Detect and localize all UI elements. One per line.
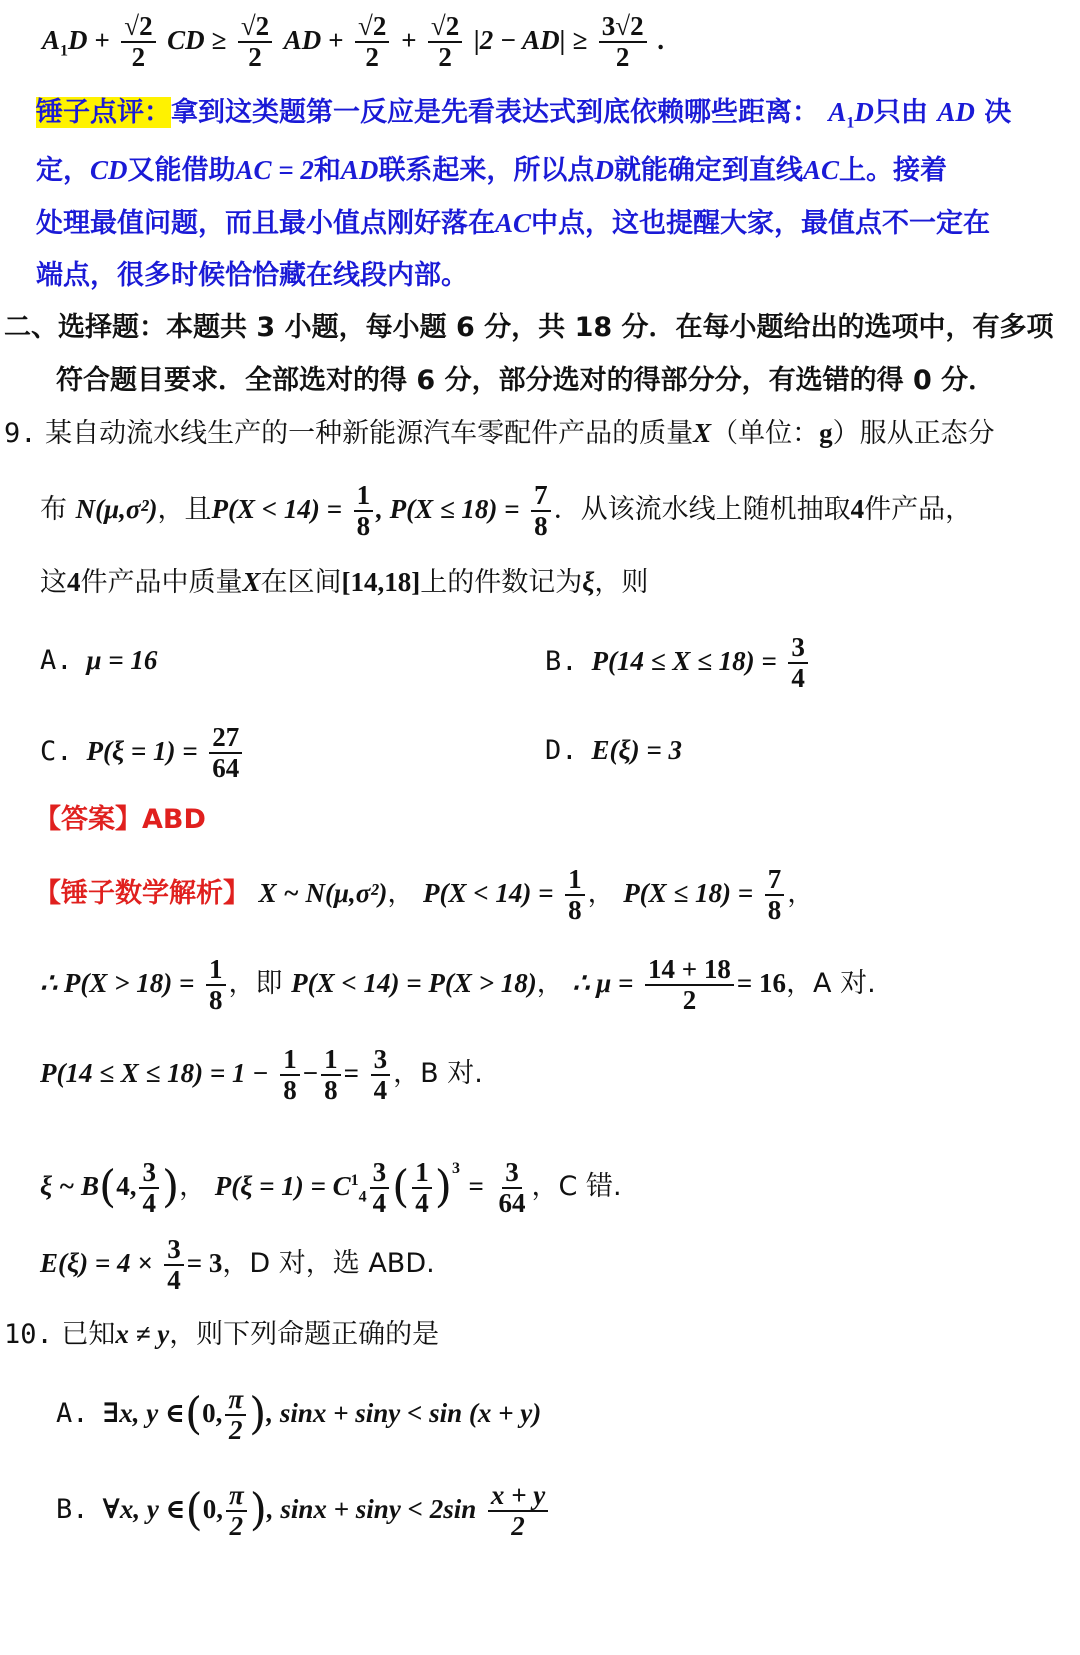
- fraction-numerator: 1: [206, 955, 226, 985]
- q10-option-b[interactable]: [56, 1478, 551, 1542]
- fraction: [225, 1385, 246, 1444]
- fraction-numerator: x + y: [488, 1481, 548, 1511]
- fraction-denominator: 2: [365, 41, 379, 72]
- option-math: E(ξ) = 3: [591, 735, 683, 765]
- question-math: [14,18]: [341, 567, 421, 597]
- option-label: A.: [56, 1398, 89, 1429]
- fraction-denominator: 8: [767, 894, 782, 925]
- question-text: 这: [40, 567, 67, 598]
- fraction: [371, 1045, 391, 1104]
- fraction-numerator: 3: [502, 1158, 522, 1188]
- comment-text: 处理最值问题，而且最小值点刚好落在: [36, 208, 495, 239]
- option-label: C.: [40, 736, 73, 767]
- option-math: 0,: [202, 1494, 223, 1524]
- question-text: 某自动流水线生产的一种新能源汽车零配件产品的质量: [45, 418, 694, 449]
- question-text: ，且: [157, 494, 212, 525]
- fraction-numerator: π: [225, 1385, 246, 1415]
- fraction: [488, 1481, 548, 1540]
- comment-line-1: [36, 92, 1080, 143]
- analysis-math: = 3: [186, 1248, 223, 1278]
- q10-option-a[interactable]: [56, 1382, 541, 1446]
- question-text: ．从该流水线上随机抽取: [553, 494, 851, 525]
- fraction-numerator: 7: [765, 865, 785, 895]
- question-text: ）服从正态分: [832, 418, 995, 449]
- option-math: μ = 16: [86, 645, 158, 675]
- fraction-denominator: 4: [167, 1264, 181, 1295]
- fraction: [238, 12, 272, 71]
- analysis-math: =: [343, 1058, 359, 1088]
- question-math: g: [819, 418, 833, 448]
- fraction-numerator: 7: [531, 481, 551, 511]
- comment-math: CD: [90, 155, 128, 185]
- comment-text: 联系起来，所以点: [378, 155, 595, 186]
- fraction-numerator: 3: [164, 1235, 184, 1265]
- comment-line-4: [36, 256, 1080, 296]
- question-number: 9.: [4, 418, 37, 449]
- comment-text: 拿到这类题第一反应是先看表达式到底依赖哪些距离：: [171, 97, 819, 128]
- q9-answer: [34, 800, 1080, 840]
- option-math: ∃x, y ∈: [102, 1398, 185, 1428]
- comment-line-2: [36, 150, 1080, 191]
- q9-analysis-line-3: [40, 1042, 1080, 1105]
- fraction: [370, 1158, 390, 1217]
- q9-analysis-line-4: [40, 1138, 1080, 1228]
- q9-line-1: [4, 413, 1080, 454]
- section-text: 符合题目要求．全部选对的得 6 分，部分选对的得部分分，有选错的得 0 分．: [56, 365, 996, 396]
- comment-math: AD: [937, 97, 975, 127]
- comment-text: 和: [313, 155, 341, 186]
- q10-line-1: [4, 1314, 1080, 1355]
- fraction-numerator: 14 + 18: [645, 955, 734, 985]
- analysis-text: ，D 对，选 ABD.: [222, 1248, 435, 1279]
- fraction: [788, 633, 808, 692]
- paren-close: ): [249, 1484, 267, 1536]
- fraction-numerator: 27: [209, 723, 242, 753]
- paren-close: ): [434, 1161, 452, 1213]
- question-math: x ≠ y: [115, 1319, 170, 1349]
- comment-text: 只由: [873, 97, 928, 128]
- question-math: 4: [67, 567, 81, 597]
- question-math: P(X < 14) =: [211, 494, 343, 524]
- paren-open: (: [99, 1161, 117, 1213]
- fraction: [765, 865, 785, 924]
- question-text: 上的件数记为: [420, 567, 583, 598]
- question-text: 件产品，: [864, 494, 973, 525]
- analysis-text: ，: [387, 878, 415, 909]
- option-math: , sinx + siny < 2sin: [266, 1494, 477, 1524]
- fraction-denominator: 2: [682, 984, 697, 1015]
- fraction-numerator: 1: [412, 1158, 432, 1188]
- q9-analysis-line-1: [34, 862, 1080, 925]
- fraction-numerator: √2: [428, 12, 462, 42]
- comment-math: AC: [495, 208, 532, 238]
- comment-text: 上。接着: [838, 155, 947, 186]
- option-label: D.: [545, 735, 578, 766]
- fraction: [531, 481, 551, 540]
- analysis-math: ∴ μ =: [572, 968, 634, 998]
- option-math: ∀x, y ∈: [102, 1494, 186, 1524]
- fraction-denominator: 4: [372, 1187, 387, 1218]
- question-text: 布: [40, 494, 67, 525]
- ineq-d: D +: [68, 25, 110, 55]
- analysis-math: 4,: [116, 1171, 137, 1201]
- fraction-denominator: 8: [568, 894, 582, 925]
- option-math: 0,: [202, 1398, 223, 1428]
- question-number: 10.: [4, 1319, 53, 1350]
- analysis-text: ，: [787, 878, 815, 909]
- fraction-denominator: 2: [229, 1414, 243, 1445]
- q9-option-d[interactable]: [545, 730, 682, 771]
- question-math: N(μ,σ²): [75, 494, 158, 524]
- question-text: （单位：: [711, 418, 820, 449]
- answer-text: 【答案】ABD: [34, 804, 206, 835]
- option-math: , sinx + siny < sin (x + y): [266, 1398, 542, 1428]
- ineq-a: A: [42, 25, 61, 55]
- question-text: ，则: [594, 567, 649, 598]
- fraction: [496, 1158, 529, 1217]
- ineq-term: |2 − AD| ≥: [473, 25, 588, 55]
- fraction-denominator: 4: [791, 662, 805, 693]
- comment-label: 锤子点评：: [36, 97, 171, 128]
- fraction: [121, 12, 155, 71]
- fraction-numerator: 1: [354, 481, 374, 511]
- comment-math: AC = 2: [235, 155, 314, 185]
- fraction: [164, 1235, 184, 1294]
- paren-open: (: [392, 1161, 410, 1213]
- fraction-numerator: 3: [788, 633, 808, 663]
- analysis-label: 【锤子数学解析】: [34, 878, 250, 909]
- fraction: [226, 1481, 247, 1540]
- question-math: , P(X ≤ 18) =: [376, 494, 520, 524]
- analysis-math: = 16: [736, 968, 787, 998]
- fraction: [428, 12, 462, 71]
- analysis-text: ，即: [228, 968, 283, 999]
- fraction-denominator: 8: [283, 1074, 297, 1105]
- analysis-text: ，: [536, 968, 564, 999]
- analysis-text: ，C 错.: [531, 1171, 622, 1202]
- fraction-numerator: √2: [355, 12, 389, 42]
- ineq-term: CD ≥: [167, 25, 227, 55]
- fraction: [209, 723, 242, 782]
- fraction-numerator: 3: [139, 1158, 159, 1188]
- fraction-denominator: 4: [142, 1187, 156, 1218]
- fraction: [206, 955, 226, 1014]
- option-label: B.: [545, 646, 578, 677]
- q9-option-c[interactable]: [40, 722, 245, 782]
- fraction-numerator: 1: [321, 1045, 341, 1075]
- comment-text: 又能借助: [127, 155, 236, 186]
- section-heading-line-1: [4, 308, 1080, 348]
- fraction-denominator: 8: [356, 510, 371, 541]
- comment-line-3: [36, 203, 1080, 244]
- analysis-text: ，: [587, 878, 615, 909]
- subscript: 4: [358, 1188, 367, 1206]
- top-inequality: [42, 10, 1080, 81]
- fraction-denominator: 64: [212, 752, 240, 783]
- analysis-math: P(ξ = 1) = C: [214, 1171, 351, 1201]
- q9-analysis-line-5: [40, 1232, 1080, 1295]
- comment-text: 端点，很多时候恰恰藏在线段内部。: [36, 260, 468, 291]
- fraction: [599, 12, 647, 71]
- analysis-math: ∴ P(X > 18) =: [40, 968, 195, 998]
- ineq-term: +: [400, 25, 417, 55]
- fraction-denominator: 2: [615, 41, 630, 72]
- fraction-numerator: √2: [238, 12, 272, 42]
- fraction-denominator: 64: [498, 1187, 526, 1218]
- ineq-a-sub: 1: [60, 42, 69, 60]
- analysis-math: P(14 ≤ X ≤ 18) = 1 −: [40, 1058, 269, 1088]
- comment-text: 就能确定到直线: [613, 155, 803, 186]
- fraction-denominator: 4: [373, 1074, 388, 1105]
- fraction-numerator: 3: [370, 1158, 390, 1188]
- q9-line-2: [40, 478, 1080, 541]
- analysis-math: ξ ~ B: [40, 1171, 100, 1201]
- analysis-text: ，B 对.: [393, 1058, 483, 1089]
- comment-math: D: [594, 155, 614, 185]
- ineq-end: .: [658, 25, 665, 55]
- comment-text: 定，: [36, 155, 90, 186]
- question-text: 已知: [61, 1319, 116, 1350]
- q9-option-b[interactable]: [545, 632, 811, 692]
- analysis-math: P(X ≤ 18) =: [623, 878, 754, 908]
- comment-text: 中点，这也提醒大家，最值点不一定在: [531, 208, 991, 239]
- analysis-math: −: [302, 1058, 319, 1088]
- section-text: 二、选择题：本题共 3 小题，每小题 6 分，共 18 分．在每小题给出的选项中，有多项: [4, 312, 1054, 343]
- analysis-text: ，: [179, 1171, 207, 1202]
- fraction: [139, 1158, 159, 1217]
- analysis-text: ，A 对.: [786, 968, 876, 999]
- fraction-numerator: 1: [280, 1045, 300, 1075]
- question-text: 件产品中质量: [80, 567, 243, 598]
- fraction: [355, 12, 389, 71]
- fraction: [645, 955, 734, 1014]
- question-math: 4: [850, 494, 865, 524]
- option-label: A.: [40, 645, 73, 676]
- fraction-numerator: 3√2: [599, 12, 647, 42]
- fraction-denominator: 2: [229, 1510, 244, 1541]
- paren-close: ): [249, 1388, 267, 1440]
- fraction-denominator: 2: [511, 1510, 525, 1541]
- comment-math: AD: [340, 155, 379, 185]
- fraction-denominator: 8: [209, 984, 223, 1015]
- fraction-numerator: 1: [565, 865, 585, 895]
- fraction-numerator: √2: [121, 12, 155, 42]
- question-text: ，则下列命题正确的是: [169, 1319, 440, 1350]
- question-math: X: [693, 418, 712, 448]
- comment-math: D: [854, 97, 874, 127]
- analysis-math: P(X < 14) = P(X > 18): [291, 968, 537, 998]
- question-math: X: [242, 567, 261, 597]
- paren-open: (: [184, 1388, 203, 1440]
- fraction: [565, 865, 585, 924]
- ineq-term: AD +: [283, 25, 344, 55]
- option-math: P(ξ = 1) =: [86, 736, 198, 766]
- comment-math-sub: 1: [846, 114, 855, 132]
- analysis-math: E(ξ) = 4 ×: [40, 1248, 153, 1278]
- fraction: [321, 1045, 341, 1104]
- q9-option-a[interactable]: [40, 640, 157, 681]
- comment-math: AC: [802, 155, 839, 185]
- fraction: [354, 481, 374, 540]
- fraction-denominator: 2: [248, 41, 262, 72]
- fraction-numerator: 3: [371, 1045, 391, 1075]
- comment-math: A: [828, 97, 847, 127]
- fraction-denominator: 4: [415, 1187, 429, 1218]
- option-math: P(14 ≤ X ≤ 18) =: [591, 646, 777, 676]
- fraction-numerator: π: [226, 1481, 247, 1511]
- fraction-denominator: 2: [131, 41, 146, 72]
- superscript: 1: [350, 1172, 359, 1189]
- exponent: 3: [451, 1160, 460, 1177]
- section-heading-line-2: [56, 361, 1080, 401]
- fraction-denominator: 2: [438, 41, 452, 72]
- fraction-denominator: 8: [534, 510, 548, 541]
- fraction-denominator: 8: [324, 1074, 338, 1105]
- paren-close: ): [161, 1161, 180, 1213]
- fraction: [412, 1158, 432, 1217]
- comment-text: 决: [984, 97, 1012, 128]
- q9-analysis-line-2: [40, 952, 1080, 1015]
- question-math: ξ: [582, 567, 595, 597]
- analysis-math: X ~ N(μ,σ²): [258, 878, 388, 908]
- fraction: [280, 1045, 300, 1104]
- analysis-math: P(X < 14) =: [422, 878, 554, 908]
- paren-open: (: [185, 1484, 203, 1536]
- option-label: B.: [56, 1494, 89, 1525]
- analysis-math: =: [468, 1171, 484, 1201]
- q9-line-3: [40, 562, 1080, 603]
- question-text: 在区间: [260, 567, 342, 598]
